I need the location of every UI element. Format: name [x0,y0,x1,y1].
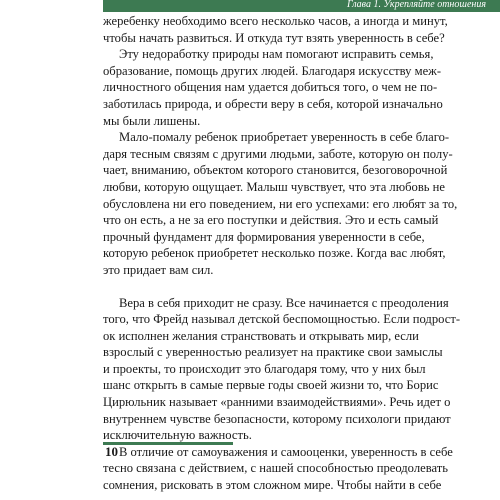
text-line: мы были лишены. [103,113,201,128]
text-line: обусловлена ни его поведением, ни его успехами: его любят за то, [103,196,458,211]
paragraph [103,46,443,129]
text-line: В отличие от самоуважения и самооценки, уверенность в себе [119,444,453,459]
body-text [103,13,461,494]
text-line: чает, вниманию, объектом которого становится, безоговорочной [103,163,448,178]
chapter-title: Глава 1. Укрепляйте отношения [347,0,486,10]
text-line: Цирюльник называет «ранними взаимодействиями». Речь идет о [103,395,451,410]
text-line: это придает вам сил. [103,262,214,277]
text-line: заботилась природа, и обрести веру в себя, которой изначально [103,96,443,111]
paragraph [103,13,448,46]
text-line: Вера в себя приходит не сразу. Все начинается с преодоления [119,295,449,310]
text-line: исключительную важность. [103,428,252,443]
text-line: чтобы начать развиться. И откуда тут взять уверенность в себе? [103,30,445,45]
text-line: прочный фундамент для формирования уверенности в себе, [103,229,425,244]
paragraph [103,129,458,278]
text-line: шанс открыть в самые первые годы своей жизни то, что Борис [103,378,439,393]
text-line: жеребенку необходимо всего несколько часов, а иногда и минут, [103,14,448,28]
text-line: образование, помощь других людей. Благодаря искусству меж- [103,63,442,78]
text-line: которую ребенок приобретет несколько позже. Когда вас любят, [103,246,446,261]
text-line: Эту недоработку природы нам помогают исправить семья, [119,47,434,62]
paragraph [103,444,453,494]
text-line: любви, которую ощущает. Малыш чувствует, что эта любовь не [103,179,445,194]
footer-bar [103,442,233,445]
text-line: тесно связана с действием, с нашей способностью преодолевать [103,461,448,476]
paragraph [103,295,461,444]
text-line: и проекты, то происходит это благодаря тому, что у них был [103,361,426,376]
text-line: ок исполнен желания странствовать и открывать мир, если [103,328,419,343]
text-line: даря тесным связям с другими людьми, заботе, которую он полу- [103,146,453,161]
text-line: Мало-помалу ребенок приобретает уверенность в себе благо- [119,130,450,145]
text-line: личностного общения нам удается добиться того, о чем не по- [103,80,438,95]
text-line: сомнения, рисковать в этом сложном мире. Чтобы найти в себе [103,478,442,493]
page-number: 10 [105,444,118,459]
text-line: взрослый с уверенностью реализует на практике свои замыслы [103,345,443,360]
text-line: что он есть, а не за его поступки и действия. Это и есть самый [103,213,439,228]
text-line: того, что Фрейд называл детской беспомощностью. Если подрост- [103,312,461,327]
section-gap [103,279,421,295]
text-line: внутреннем чувстве безопасности, которому психологи придают [103,411,451,426]
header-bar [103,0,500,12]
